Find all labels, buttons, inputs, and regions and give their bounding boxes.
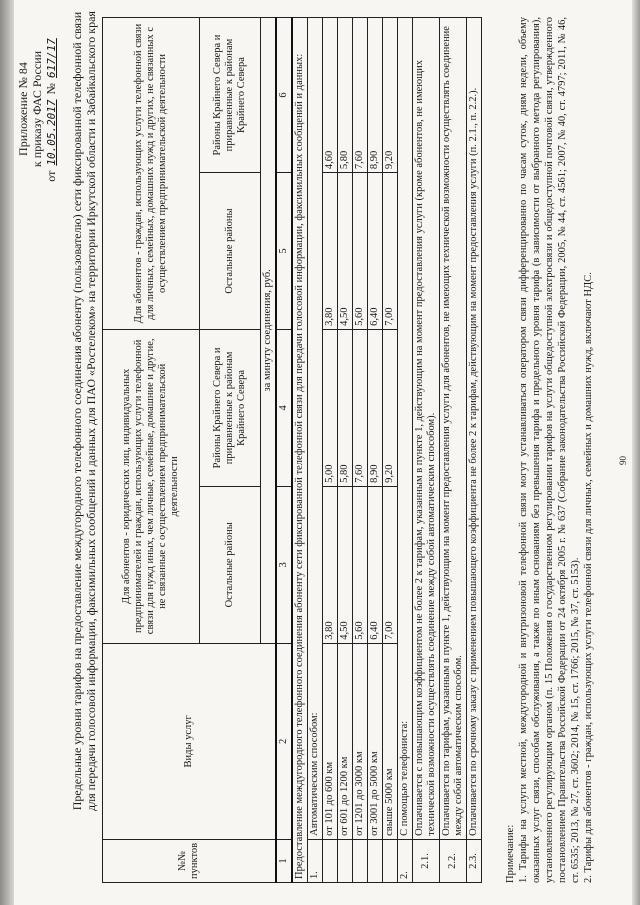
table-row	[368, 18, 383, 883]
distance-label: свыше 5000 км	[383, 643, 398, 839]
header-service: Виды услуг	[103, 643, 277, 839]
row-2-1-text: Оплачивается с повышающим коэффициентом не более 2 к тарифам, указанным в пункте 1, действующим на момент предоставления услуги (кроме абонентов, не имеющих технической возможности осуществлять соединение между собой автоматическим способом).	[413, 18, 440, 840]
notes-heading: Примечание:	[505, 824, 516, 883]
header-unit: за минуту соединения, руб.	[261, 18, 277, 644]
table-row	[323, 18, 338, 883]
tariff-value: 7,60	[353, 329, 368, 486]
tariff-value: 5,80	[338, 329, 353, 486]
annex-number: Приложение № 84	[16, 62, 30, 156]
distance-label: от 601 до 1200 км	[338, 643, 353, 839]
subsection-2-label: С помощью телефониста:	[398, 18, 413, 840]
header-citizen-group: Для абонентов - граждан, использующих услуги телефонной связи для личных, семейных, домашних нужд и других, не связанных с осуществлением предпринимательской деятельности	[103, 18, 200, 330]
header-north-regions-1: Районы Крайнего Севера и приравненные к районам Крайнего Севера	[200, 329, 261, 486]
section-title: Предоставление междугородного телефонного соединения абоненту сети фиксированной телефонной связи для передачи голосовой информации, факсимильных сообщений и данных:	[292, 18, 308, 883]
note-1: 1. Тарифы на услуги местной, междугородной и внутризоновой телефонной связи могут устанавливаться оператором связи дифференцированно по часам суток, дням недели, объему оказанных услуг связи, способам обслуживания, а также по иным основаниям без превышения тарифа и предельного уровня тарифа (в зависимости от выбранного метода регулирования), установленного регулирующим органом (п. 15 Положения о государственном регулировании тарифов на услуги общедоступной электросвязи и общедоступной почтовой связи, утвержденного постановлением Правительства Российской Федерации от 24 октября 2005 г. № 637 (Собрание законодательства Российской Федерации, 2005, № 44, ст. 4561; 2007, № 40, ст. 4797; 2011, № 46, ст. 6535; 2013, № 27, ст. 3602; 2014, № 15, ст. 1766; 2015, № 37, ст. 5153).	[518, 17, 581, 883]
annex-header	[16, 24, 59, 194]
subsection-1-row	[308, 18, 323, 883]
subsection-2-num: 2.	[398, 839, 413, 882]
subsection-1-label: Автоматическим способом:	[308, 18, 323, 840]
annex-date: 10.05.2017	[45, 99, 58, 166]
row-2-3-num: 2.3.	[467, 839, 482, 882]
tariff-value: 5,60	[353, 173, 368, 330]
distance-label: от 3001 до 5000 км	[368, 643, 383, 839]
table-row	[413, 18, 440, 883]
column-index-row	[276, 18, 292, 883]
header-row-1	[103, 18, 200, 883]
tariff-value: 8,90	[368, 18, 383, 173]
scan-edge-right	[632, 0, 640, 905]
tariff-value: 7,00	[383, 486, 398, 643]
row-2-3-text: Оплачивается по срочному заказу с применением повышающего коэффициента не более 2 к тарифам, действующим на момент предоставления услуги (п. 2.1., п. 2.2.).	[467, 18, 482, 840]
note-2: 2. Тарифы для абонентов - граждан, использующих услуги телефонной связи для личных, семейных и домашних нужд, включают НДС.	[583, 272, 594, 883]
table-row	[440, 18, 467, 883]
table-row	[383, 18, 398, 883]
annex-order: к приказу ФАС России	[30, 50, 44, 168]
tariff-value: 8,90	[368, 329, 383, 486]
table-row	[467, 18, 482, 883]
annex-date-line	[44, 24, 59, 194]
distance-label: от 1201 до 3000 км	[353, 643, 368, 839]
tariff-value: 6,40	[368, 173, 383, 330]
col-index-1: 1	[276, 839, 292, 882]
col-index-2: 2	[276, 643, 292, 839]
tariff-value: 9,20	[383, 18, 398, 173]
tariff-value: 3,80	[323, 486, 338, 643]
tariff-value: 4,50	[338, 173, 353, 330]
tariff-value: 7,00	[383, 173, 398, 330]
notes-block	[504, 17, 595, 883]
tariff-value: 7,60	[353, 18, 368, 173]
tariff-table	[102, 17, 482, 883]
row-2-1-num: 2.1.	[413, 839, 440, 882]
tariff-value: 4,50	[338, 486, 353, 643]
tariff-value: 9,20	[383, 329, 398, 486]
tariff-value: 3,80	[323, 173, 338, 330]
row-2-2-text: Оплачивается по тарифам, указанным в пункте 1, действующим на момент предоставления услуги для абонентов, не имеющих технической возможности осуществлять соединение между собой автоматическим способом.	[440, 18, 467, 840]
tariff-value: 5,00	[323, 329, 338, 486]
header-other-regions-2: Остальные районы	[200, 173, 261, 330]
col-index-5: 5	[276, 173, 292, 330]
subsection-2-row	[398, 18, 413, 883]
annex-date-prefix: от	[44, 170, 58, 182]
col-index-3: 3	[276, 486, 292, 643]
annex-order-number: 617/17	[45, 38, 58, 78]
page-number: 90	[618, 456, 628, 465]
header-north-regions-2: Районы Крайнего Севера и приравненные к районам Крайнего Севера	[200, 18, 261, 173]
document-title: Предельные уровни тарифов на предоставление междугородного телефонного соединения абоненту (пользователю) сети фиксированной телефонной связи для передачи голосовой информации, факсимильных сообщений и данных для ПАО «Ростелеком» на территории Иркутской области и Забайкальского края	[70, 11, 98, 811]
table-row	[353, 18, 368, 883]
header-other-regions-1: Остальные районы	[200, 486, 261, 643]
tariff-value: 4,60	[323, 18, 338, 173]
rotated-document	[10, 10, 630, 895]
header-business-group: Для абонентов - юридических лиц, индивидуальных предпринимателей и граждан, использующих услуги телефонной связи для нужд иных, чем личные, семейные, домашние и другие, не связанные с осуществлением предпринимательской деятельности	[103, 329, 200, 643]
col-index-6: 6	[276, 18, 292, 173]
row-2-2-num: 2.2.	[440, 839, 467, 882]
tariff-value: 5,60	[353, 486, 368, 643]
annex-num-prefix: №	[44, 82, 58, 95]
tariff-value: 6,40	[368, 486, 383, 643]
col-index-4: 4	[276, 329, 292, 486]
section-row	[292, 18, 308, 883]
distance-label: от 101 до 600 км	[323, 643, 338, 839]
table-row	[338, 18, 353, 883]
tariff-value: 5,80	[338, 18, 353, 173]
header-num: №№ пунктов	[103, 839, 277, 882]
subsection-1-num: 1.	[308, 839, 323, 882]
